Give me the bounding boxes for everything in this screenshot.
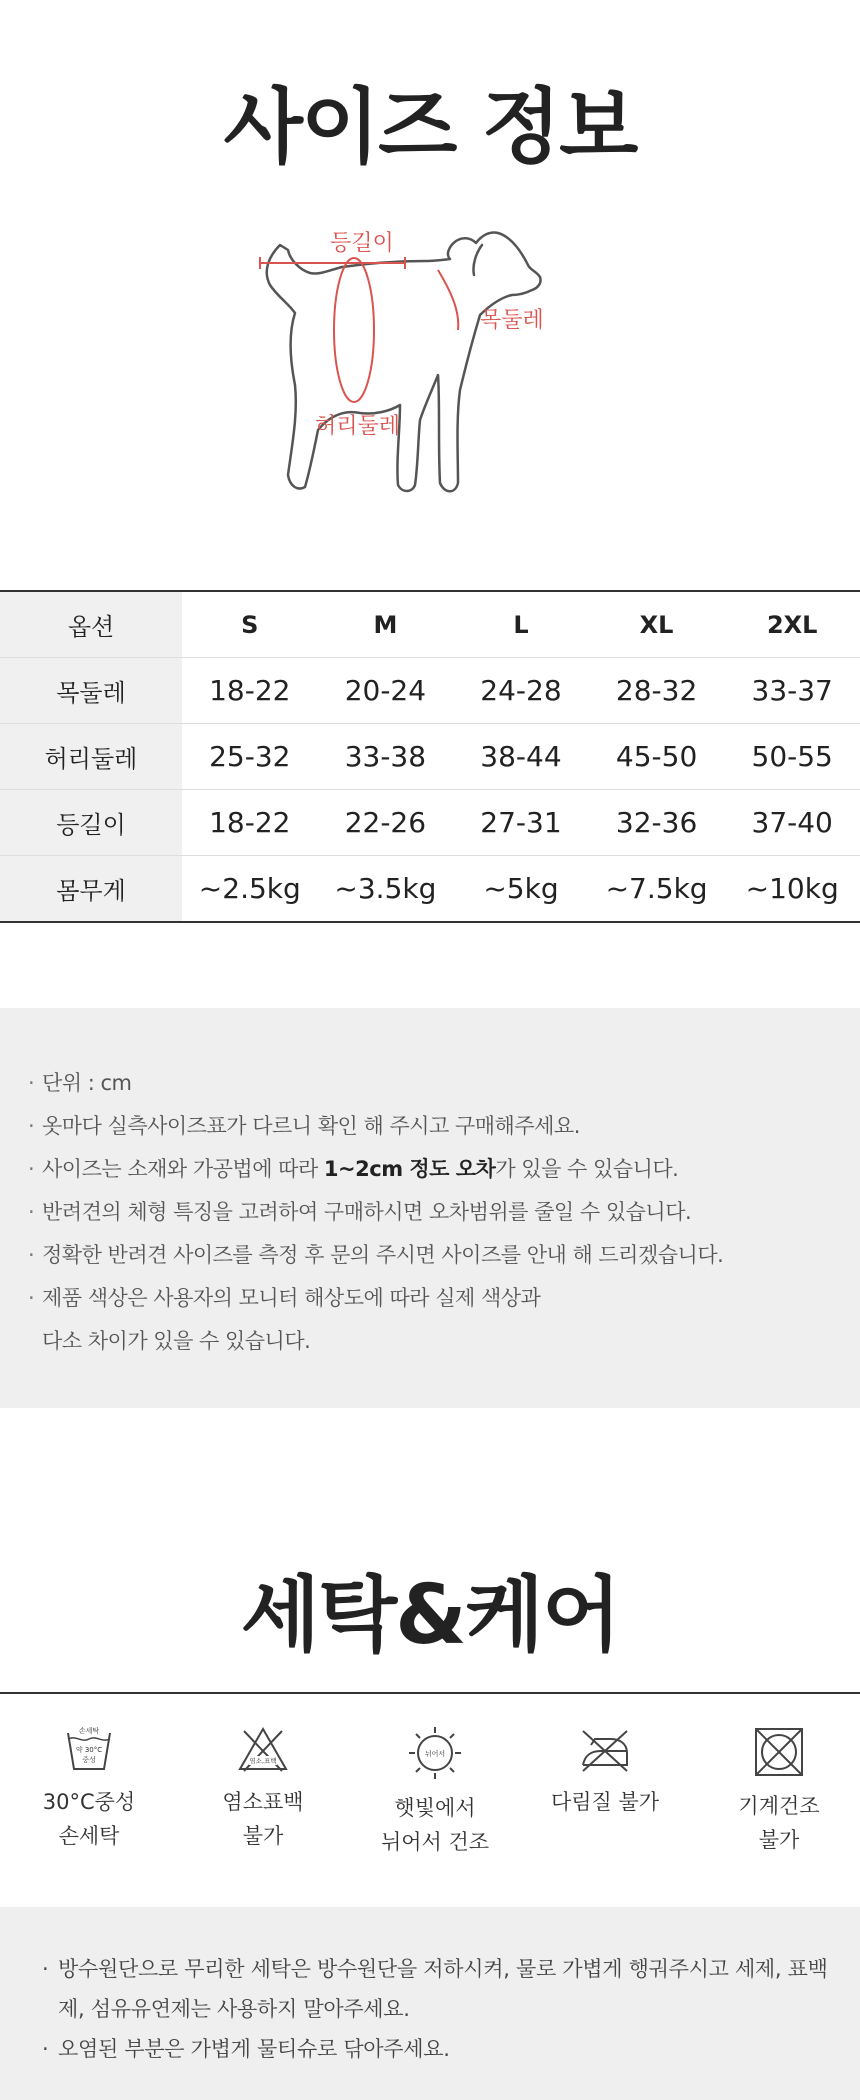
- dog-measurement-diagram: [250, 215, 630, 505]
- care-item-no-iron: [520, 1725, 690, 1819]
- care-item-no-tumble-dry: [694, 1725, 860, 1857]
- care-notes-list: [0, 1907, 860, 2069]
- no-tumble-dry-icon: [752, 1725, 806, 1779]
- row-label: 목둘레: [0, 658, 182, 724]
- table-cell: ~2.5kg: [198, 872, 301, 905]
- table-cell: 20-24: [318, 658, 454, 724]
- size-notes-panel: [0, 1008, 860, 1408]
- table-cell: 25-32: [182, 724, 318, 790]
- size-table-header-row: [0, 591, 860, 658]
- table-cell: 50-55: [724, 724, 860, 790]
- row-label: 몸무게: [0, 856, 182, 923]
- size-xl-header: XL: [589, 591, 725, 658]
- note-unit: · 단위 : cm: [28, 1062, 860, 1105]
- table-cell: ~10kg: [745, 872, 839, 905]
- size-l-header: L: [453, 591, 589, 658]
- care-label: 다림질 불가: [550, 1790, 660, 1814]
- table-row: [0, 658, 860, 724]
- table-cell: 32-36: [589, 790, 725, 856]
- table-cell: 22-26: [318, 790, 454, 856]
- no-iron-icon: [577, 1725, 633, 1775]
- table-row: [0, 724, 860, 790]
- care-notes-panel: [0, 1907, 860, 2100]
- note-text: 사이즈는 소재와 가공법에 따라: [42, 1157, 324, 1181]
- care-label: 기계건조 불가: [738, 1794, 820, 1852]
- care-label: 30°C중성 손세탁: [42, 1790, 136, 1848]
- table-cell: 18-22: [182, 658, 318, 724]
- size-s-header: S: [182, 591, 318, 658]
- care-item-shade-dry: [350, 1725, 520, 1859]
- size-table: [0, 590, 860, 923]
- hand-wash-30-icon: [64, 1725, 114, 1775]
- table-cell: 27-31: [453, 790, 589, 856]
- care-label: 염소표백 불가: [222, 1790, 304, 1848]
- waist-label: 허리둘레: [315, 414, 401, 439]
- note-text: · 제품 색상은 사용자의 모니터 해상도에 따라 실제 색상과: [42, 1286, 541, 1310]
- care-divider: [0, 1692, 860, 1694]
- table-cell: 33-37: [724, 658, 860, 724]
- hand-wash-badge-mid: 약 30°C: [75, 1746, 103, 1754]
- hand-wash-badge-bottom: 중성: [82, 1756, 96, 1764]
- row-label: 허리둘레: [0, 724, 182, 790]
- shade-dry-icon: [407, 1725, 463, 1781]
- size-m-header: M: [318, 591, 454, 658]
- table-cell: ~5kg: [483, 872, 559, 905]
- care-label: 햇빛에서 뉘어서 건조: [380, 1796, 490, 1854]
- note-text: 가 있을 수 있습니다.: [495, 1157, 679, 1181]
- size-2xl-header: 2XL: [724, 591, 860, 658]
- table-cell: 18-22: [182, 790, 318, 856]
- note-item: [28, 1277, 860, 1363]
- table-row: [0, 856, 860, 923]
- note-item: · 반려견의 체형 특징을 고려하여 구매하시면 오차범위를 줄일 수 있습니다.: [28, 1191, 860, 1234]
- option-header: 옵션: [0, 591, 182, 658]
- size-info-title: 사이즈 정보: [223, 80, 637, 175]
- shade-dry-badge: 뉘어서: [424, 1750, 446, 1758]
- care-note: · 오염된 부분은 가볍게 물티슈로 닦아주세요.: [42, 2029, 838, 2069]
- note-text: 다소 차이가 있을 수 있습니다.: [42, 1329, 311, 1353]
- table-cell: 28-32: [589, 658, 725, 724]
- hand-wash-badge-top: 손세탁: [78, 1727, 100, 1735]
- back-length-label: 등길이: [330, 231, 394, 256]
- table-cell: 37-40: [724, 790, 860, 856]
- care-item-no-bleach: [178, 1725, 348, 1853]
- table-cell: ~7.5kg: [605, 872, 708, 905]
- neck-label: 목둘레: [480, 308, 544, 333]
- row-label: 등길이: [0, 790, 182, 856]
- note-item: · 옷마다 실측사이즈표가 다르니 확인 해 주시고 구매해주세요.: [28, 1105, 860, 1148]
- table-cell: 24-28: [453, 658, 589, 724]
- note-emphasis: 1~2cm 정도 오차: [323, 1157, 496, 1181]
- table-cell: 33-38: [318, 724, 454, 790]
- care-note: · 방수원단으로 무리한 세탁은 방수원단을 저하시켜, 물로 가볍게 행궈주시고 세제, 표백제, 섬유유연제는 사용하지 말아주세요.: [42, 1949, 838, 2029]
- care-title: 세탁&케어: [240, 1568, 620, 1663]
- table-cell: 45-50: [589, 724, 725, 790]
- size-notes-list: [0, 1008, 860, 1363]
- no-bleach-badge: 염소,표백: [249, 1757, 277, 1765]
- table-row: [0, 790, 860, 856]
- note-item: · 정확한 반려견 사이즈를 측정 후 문의 주시면 사이즈를 안내 해 드리겠습니다.: [28, 1234, 860, 1277]
- table-cell: 38-44: [453, 724, 589, 790]
- no-bleach-icon: [236, 1725, 290, 1775]
- care-icon-row: [0, 1725, 860, 1885]
- care-item-hand-wash: [4, 1725, 174, 1853]
- note-item: [28, 1148, 860, 1191]
- table-cell: ~3.5kg: [334, 872, 437, 905]
